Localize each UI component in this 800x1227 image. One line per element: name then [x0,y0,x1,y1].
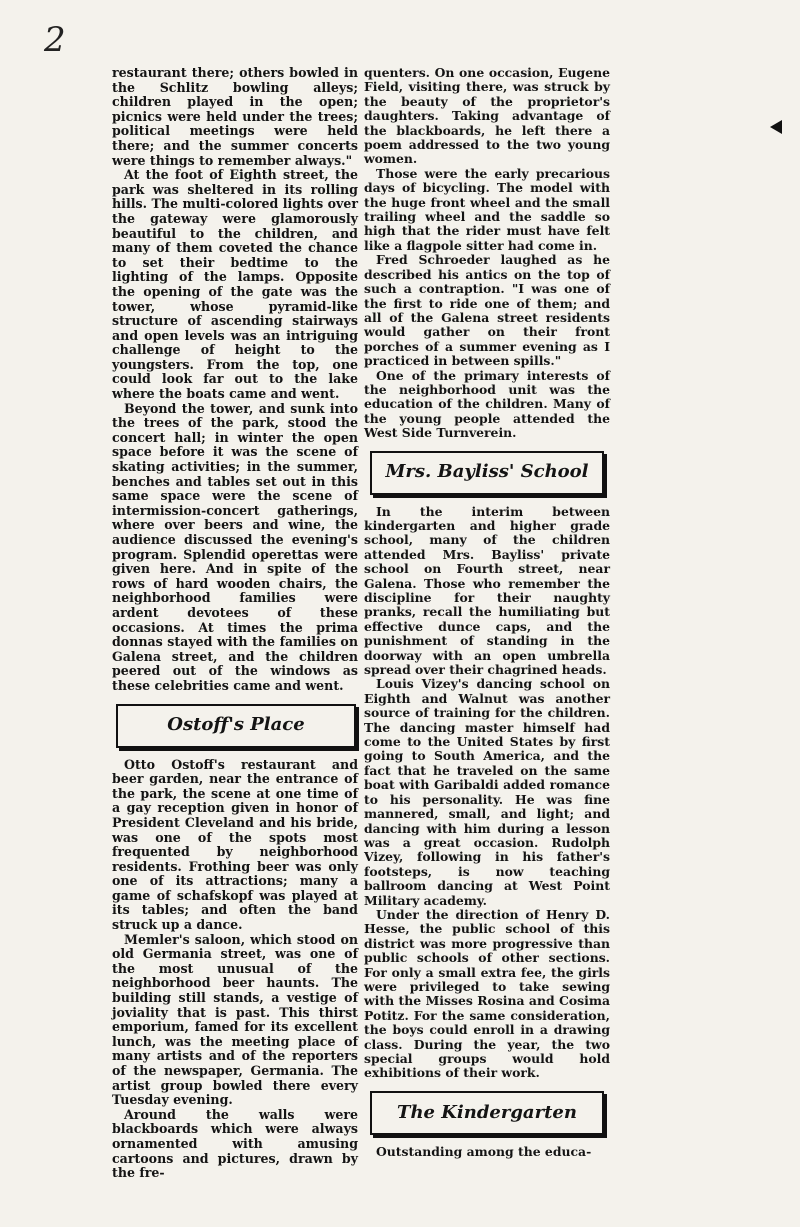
section-heading: The Kindergarten [397,1101,577,1123]
section-heading: Ostoff's Place [167,714,305,736]
section-heading-box [116,704,356,748]
article-column-left [112,66,358,1181]
paragraph: quenters. On one occasion, Eugene Field, visiting there, was struck by the beauty of the proprietor's daughters. Taking advantage of the blackboards, he left there a poem addressed to the two young women. [364,65,610,167]
paragraph: Outstanding among the educa- [376,1143,592,1159]
section-heading-box [370,1091,604,1135]
section-heading: Mrs. Bayliss' School [385,461,589,483]
arrow-left-icon [770,120,782,134]
page-number: 2 [44,20,66,60]
paragraph: In the interim between kindergarten and higher grade school, many of the children attended Mrs. Bayliss' private school on Fourth street, near Galena. Those who remember the discipline for their naughty pranks, recall the humiliating but effective dunce caps, and the punishment of standing in the doorway with an open umbrella spread over their chagrined heads. [364,503,610,678]
section-heading-box [370,451,604,495]
paragraph: Those were the early precarious days of bicycling. The model with the huge front wheel and the small trailing wheel and the saddle so high that the rider must have felt like a flagpole sitter had come in. [364,165,610,253]
paragraph: Around the walls were blackboards which were always ornamented with amusing cartoons and pictures, drawn by the fre- [112,1106,358,1181]
paragraph: Memler's saloon, which stood on old Germania street, was one of the most unusual of the neighborhood beer haunts. The building still stands, a vestige of joviality that is past. This thirst emporium, famed for its excellent lunch, was the meeting place of many artists and of the reporters of the newspaper, Germania. The artist group bowled there every Tuesday evening. [112,931,358,1108]
paragraph: Louis Vizey's dancing school on Eighth and Walnut was another source of training for the children. The dancing master himself had come to the United States by first going to South America, and the fact that he traveled on the same boat with Garibaldi added romance to his personality. He was fine mannered, small, and light; and dancing with him during a lesson was a great occasion. Rudolph Vizey, following in his father's footsteps, is now teaching ballroom dancing at West Point Military academy. [364,676,610,908]
paragraph: Fred Schroeder laughed as he described his antics on the top of such a contraption. "I was one of the first to ride one of them; and all of the Galena street residents would gather on their front porches of a summer evening as I practiced in between spills." [364,252,610,369]
paragraph: restaurant there; others bowled in the Schlitz bowling alleys; children played in the open; picnics were held under the trees; political meetings were held there; and the summer concerts were things to remember always." [112,65,358,168]
paragraph: Beyond the tower, and sunk into the trees of the park, stood the concert hall; in winter the open space before it was the scene of skating activities; in the summer, benches and tables set out in this same space were the scene of intermission-concert gatherings, where over beers and wine, the audience discussed the evening's program. Splendid operettas were given here. And in spite of the rows of hard wooden chairs, the neighborhood families were ardent devotees of these occasions. At times the prima donnas stayed with the families on Galena street, and the children peered out of the windows as these celebrities came and went. [112,400,358,693]
paragraph: One of the primary interests of the neighborhood unit was the education of the children. Many of the young people attended the West Side Turnverein. [364,367,610,441]
paragraph: At the foot of Eighth street, the park was sheltered in its rolling hills. The multi-colored lights over the gateway were glamorously beautiful to the children, and many of them coveted the chance to set their bedtime to the lighting of the lamps. Opposite the opening of the gate was the tower, whose pyramid-like structure of ascending stairways and open levels was an intriguing challenge of height to the youngsters. From the top, one could look far out to the lake where the boats came and went. [112,167,358,402]
paragraph: Otto Ostoff's restaurant and beer garden, near the entrance of the park, the scene at one time of a gay reception given in honor of President Cleveland and his bride, was one of the spots most frequented by neighborhood residents. Frothing beer was only one of its attractions; many a game of schafskopf was played at its tables; and often the band struck up a dance. [112,756,358,933]
article-column-right [364,66,610,1159]
paragraph: Under the direction of Henry D. Hesse, the public school of this district was more progressive than public schools of other sections. For only a small extra fee, the girls were privileged to take sewing with the Misses Rosina and Cosima Potitz. For the same consideration, the boys could enroll in a drawing class. During the year, the two special groups would hold exhibitions of their work. [364,906,610,1081]
